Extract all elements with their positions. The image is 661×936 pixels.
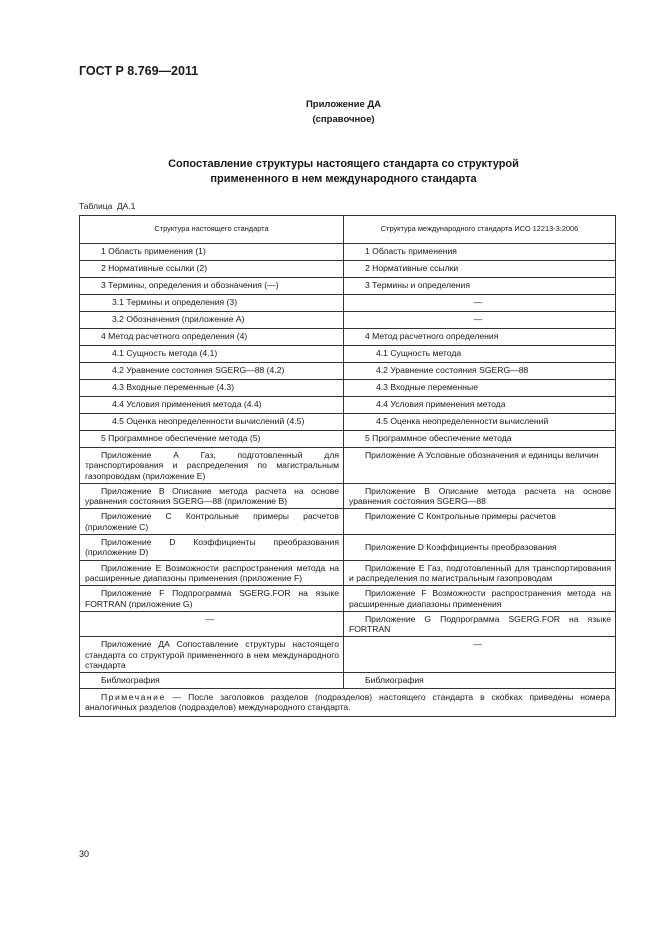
section-title <box>0 157 661 187</box>
cell-text: Приложение Е Возможности распространения метода на расширенные диапазоны применения (приложение F) <box>85 562 339 583</box>
cell-international: 2 Нормативные ссылки <box>344 261 616 278</box>
cell-text: Приложение В Описание метода расчета на основе уравнения состояния SGERG—88 (приложение В) <box>85 485 339 507</box>
table-row <box>80 261 616 278</box>
annex-title: Приложение ДА <box>305 99 382 110</box>
table-row <box>80 535 616 561</box>
cell-national: 1 Область применения (1) <box>80 244 344 261</box>
cell-text: Приложение F Возможности распространения метода на расширенные диапазоны применения <box>349 588 611 609</box>
cell-international: 4.1 Сущность метода <box>344 346 616 363</box>
cell-international: — <box>344 312 616 329</box>
table-row <box>80 244 616 261</box>
cell-national <box>80 483 344 509</box>
cell-international: 5 Программное обеспечение метода <box>344 431 616 448</box>
cell-national <box>80 535 344 561</box>
table-row <box>80 397 616 414</box>
cell-text: Приложение С Контрольные примеры расчетов <box>365 511 556 522</box>
cell-text: Приложение А Газ, подготовленный для транспортирования и распределения по магистральным газопроводам (приложение Е) <box>85 450 339 481</box>
table-row <box>80 509 616 535</box>
cell-text: Приложение G Подпрограмма SGERG.FOR на языке FORTRAN <box>349 613 611 635</box>
table-row <box>80 295 616 312</box>
cell-international: — <box>344 295 616 312</box>
cell-international <box>344 673 616 688</box>
cell-international <box>344 509 616 535</box>
cell-international: 4.2 Уравнение состояния SGERG—88 <box>344 363 616 380</box>
cell-text: Приложение D Коэффициенты преобразования (приложение D) <box>85 537 339 558</box>
cell-national: 4.1 Сущность метода (4.1) <box>80 346 344 363</box>
cell-national: — <box>80 611 344 637</box>
cell-national <box>80 586 344 612</box>
cell-national: 4.5 Оценка неопределенности вычислений (4.5) <box>80 414 344 431</box>
section-title-line-1: Сопоставление структуры настоящего стандарта со структурой <box>168 158 519 170</box>
cell-text: Приложение А Условные обозначения и единицы величин <box>365 450 599 460</box>
table-row <box>80 560 616 586</box>
table-row <box>80 329 616 346</box>
cell-national <box>80 509 344 535</box>
cell-international: 4.3 Входные переменные <box>344 380 616 397</box>
cell-national: 4.2 Уравнение состояния SGERG—88 (4.2) <box>80 363 344 380</box>
table-row <box>80 611 616 637</box>
cell-text: Приложение ДА Сопоставление структуры настоящего стандарта со структурой примененного в нем международного стандарта <box>85 639 339 671</box>
table-row <box>80 414 616 431</box>
cell-text: Приложение D Коэффициенты преобразования <box>365 542 557 553</box>
cell-text: Приложение Е Газ, подготовленный для транспортирования и распределения по магистральным газопроводам <box>349 562 611 583</box>
cell-international <box>344 483 616 509</box>
cell-national <box>80 673 344 688</box>
note-label: Примечание <box>101 691 166 702</box>
comparison-table <box>79 215 616 717</box>
cell-national: 4.3 Входные переменные (4.3) <box>80 380 344 397</box>
document-id: ГОСТ Р 8.769—2011 <box>79 64 199 78</box>
cell-national: 4.4 Условия применения метода (4.4) <box>80 397 344 414</box>
cell-text: Приложение С Контрольные примеры расчетов (приложение С) <box>85 511 339 532</box>
table-label <box>79 201 135 211</box>
cell-national: 3 Термины, определения и обозначения (—) <box>80 278 344 295</box>
table-row <box>80 380 616 397</box>
cell-national <box>80 448 344 484</box>
cell-national: 3.1 Термины и определения (3) <box>80 295 344 312</box>
table-row <box>80 363 616 380</box>
header-cell-national: Структура настоящего стандарта <box>80 216 344 244</box>
cell-text: Библиография <box>101 675 160 686</box>
table-row <box>80 312 616 329</box>
cell-national <box>80 560 344 586</box>
cell-national: 2 Нормативные ссылки (2) <box>80 261 344 278</box>
table-row <box>80 673 616 688</box>
table-header-row <box>80 216 616 244</box>
table-row <box>80 346 616 363</box>
note-text: — После заголовков разделов (подразделов) настоящего стандарта в скобках приведены номера аналогичных разделов (подразделов) международного стандарта. <box>85 691 611 712</box>
table-row <box>80 586 616 612</box>
cell-national: 5 Программное обеспечение метода (5) <box>80 431 344 448</box>
cell-national: 3.2 Обозначения (приложение А) <box>80 312 344 329</box>
cell-international: 1 Область применения <box>344 244 616 261</box>
table-row <box>80 278 616 295</box>
cell-international: — <box>344 637 616 673</box>
cell-national <box>80 637 344 673</box>
cell-international: 4.4 Условия применения метода <box>344 397 616 414</box>
annex-subtitle: (справочное) <box>312 114 375 125</box>
table-note-row <box>80 688 616 717</box>
cell-international: 3 Термины и определения <box>344 278 616 295</box>
table-note <box>80 688 616 717</box>
table-label-number: ДА.1 <box>116 201 136 211</box>
page-number: 30 <box>79 849 90 859</box>
annex-heading <box>0 97 661 127</box>
table-row <box>80 431 616 448</box>
section-title-line-2: примененного в нем международного стандарта <box>210 173 477 185</box>
table-label-prefix: Таблица <box>79 201 113 211</box>
cell-international <box>344 611 616 637</box>
cell-international: 4.5 Оценка неопределенности вычислений <box>344 414 616 431</box>
cell-international <box>344 560 616 586</box>
table-row <box>80 637 616 673</box>
header-cell-international: Структура международного стандарта ИСО 12213-3:2006 <box>344 216 616 244</box>
cell-national: 4 Метод расчетного определения (4) <box>80 329 344 346</box>
cell-international: 4 Метод расчетного определения <box>344 329 616 346</box>
cell-text: Библиография <box>365 675 424 686</box>
cell-text: Приложение F Подпрограмма SGERG.FOR на языке FORTRAN (приложение G) <box>85 588 339 609</box>
cell-international <box>344 535 616 561</box>
table-row <box>80 483 616 509</box>
table-row <box>80 448 616 484</box>
cell-international <box>344 586 616 612</box>
cell-international <box>344 448 616 484</box>
cell-text: Приложение В Описание метода расчета на основе уравнения состояния SGERG—88 <box>349 485 611 507</box>
